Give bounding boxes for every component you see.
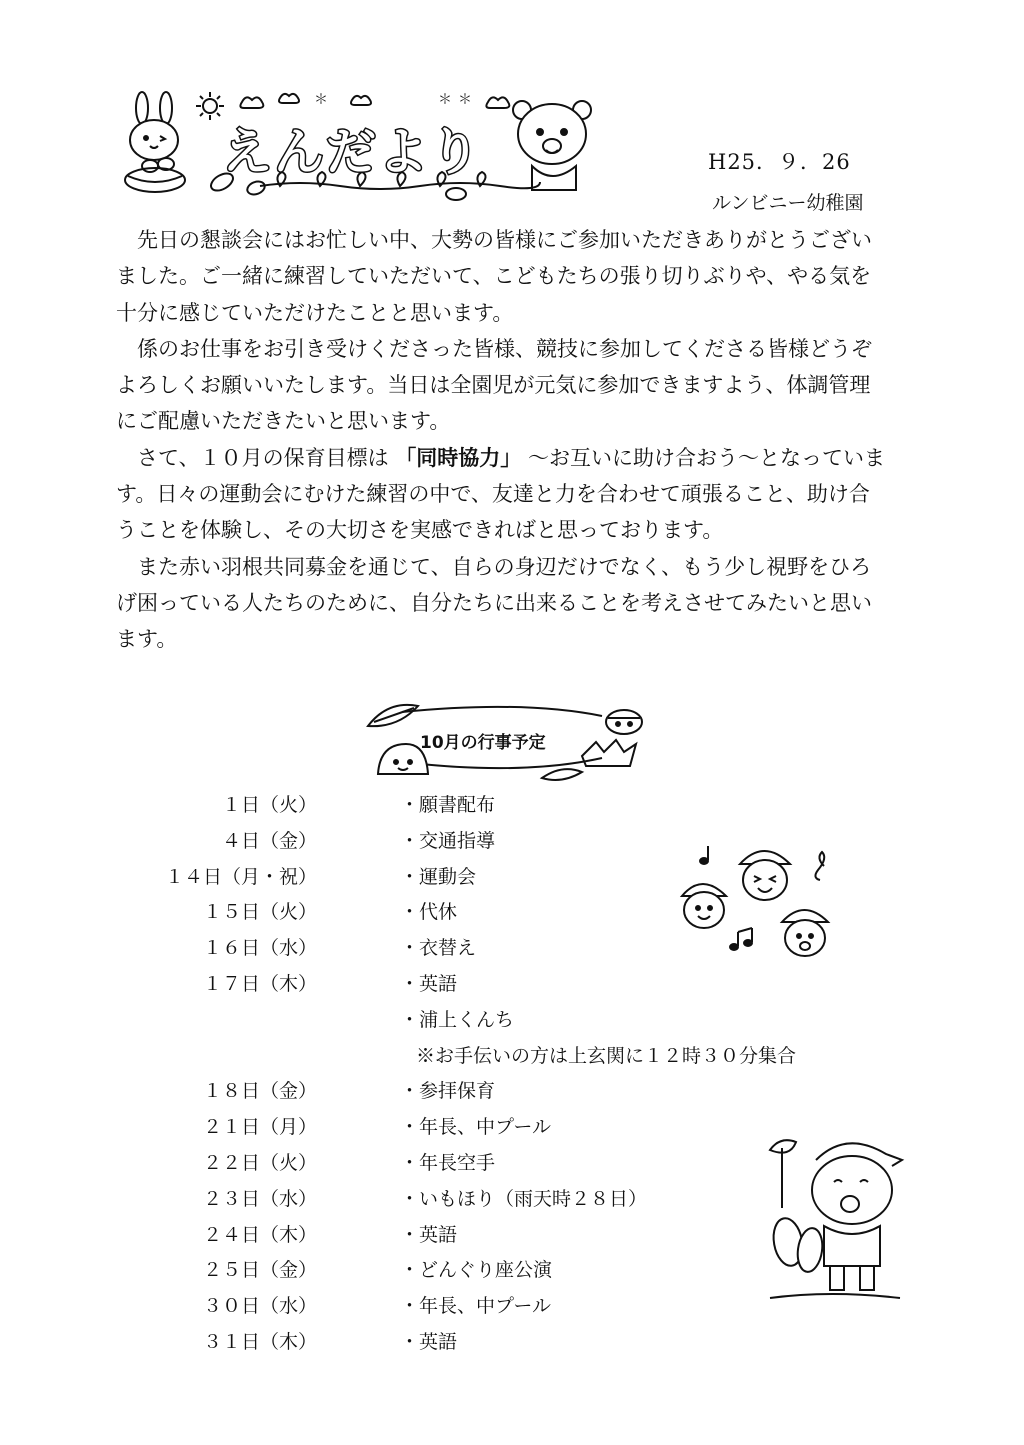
schedule-event: ・英語 [400,972,458,995]
sun-icon [196,92,224,120]
schedule-event: ・参拝保育 [400,1080,496,1103]
schedule-row [0,790,1024,826]
schedule-day: １６日（水） [202,937,317,960]
schedule-event: ・英語 [400,1330,458,1353]
schedule-day: ２５日（金） [202,1259,317,1282]
schedule-day: １４日（月・祝） [164,865,317,888]
schedule-day: １日（火） [221,794,317,816]
schedule-event: ・代休 [400,901,458,924]
newsletter-title: えんだより [222,123,482,181]
schedule-row [0,826,1024,862]
paragraph-red-feather: また赤い羽根共同募金を通じて、自らの身辺だけでなく、もう少し視野をひろげ困っている人たちのために、自分たちに出来ることを考えさせてみたいと思います。 [116,554,872,652]
leaf-icon [368,705,418,726]
schedule-event: ・交通指導 [400,829,496,852]
schedule-row [0,1327,1024,1363]
schedule-row [0,1076,1024,1112]
schedule-event: ・運動会 [400,865,477,888]
schedule-day: ３０日（水） [202,1295,317,1318]
schedule-event: ・英語 [400,1223,458,1246]
schedule-event: ・どんぐり座公演 [400,1259,553,1282]
schedule-row [0,862,1024,898]
goal-intro: さて、１０月の保育目標は [137,445,389,470]
schedule-day: ４日（金） [221,829,317,852]
schedule-day: ２４日（木） [202,1223,317,1246]
acorn-icon [606,710,642,734]
sweet-potato-icon [770,1216,825,1274]
schedule-day: １８日（金） [202,1080,317,1103]
svg-text:＊: ＊ [458,92,472,108]
schedule-row [0,1005,1024,1041]
schedule-day: ２２日（火） [202,1151,317,1174]
paragraph-goal [116,440,888,549]
schedule-event: ・年長、中プール [400,1116,552,1139]
issue-date: H25．９．26 [708,150,851,174]
acorn-face-icon [682,884,726,928]
potato-leaf-icon [770,1140,796,1208]
bear-icon [513,101,591,190]
acorn-trio-illustration [668,836,848,981]
schedule-row [0,1041,1024,1077]
schedule-day: ２３日（水） [202,1187,317,1210]
acorn-face-icon [782,910,828,956]
schedule-event: ・浦上くんち [400,1008,515,1031]
schedule-row [0,969,1024,1005]
goal-detail: ～お互いに助け合おう～となっています。日々の運動会にむけた練習の中で、友達と力を合わせて頑張ること、助け合うことを体験し、その大切さを実感できればと思っております。 [116,445,885,543]
schedule-event: ・衣替え [400,937,477,960]
svg-text:＊: ＊ [438,92,452,108]
bunny-icon [125,92,185,192]
schedule-event: ・いもほり（雨天時２８日） [400,1187,648,1210]
schedule-note: ※お手伝いの方は上玄関に１２時３０分集合 [416,1044,797,1067]
schedule-title: 10月の行事予定 [420,733,546,753]
paragraph-thanks: 先日の懇談会にはお忙しい中、大勢の皆様にご参加いただきありがとうございました。ご一緒に練習していただいて、こどもたちの張り切りぶりや、やる気を十分に感じていただけたことと思います。 [116,228,872,325]
schedule-event: ・願書配布 [400,794,496,816]
newsletter-body [116,222,888,658]
monthly-goal: 「同時協力」 [395,445,522,470]
acorn-face-icon [740,851,790,900]
boy-potato-illustration [760,1130,915,1305]
schedule-row [0,933,1024,969]
schedule-day: ２１日（月） [202,1116,317,1139]
schedule-day: １５日（火） [202,901,317,924]
svg-text:＊: ＊ [314,92,328,108]
schedule-day: ３１日（木） [202,1330,317,1353]
schedule-event: ・年長空手 [400,1151,496,1174]
paragraph-request: 係のお仕事をお引き受けくださった皆様、競技に参加してくださる皆様どうぞよろしくお願いいたします。当日は全園児が元気に参加できますよう、体調管理にご配慮いただきたいと思います。 [116,336,872,434]
schedule-day: １７日（木） [202,972,317,995]
schedule-row [0,897,1024,933]
school-name: ルンビニー幼稚園 [712,192,864,214]
schedule-event: ・年長、中プール [400,1295,552,1318]
